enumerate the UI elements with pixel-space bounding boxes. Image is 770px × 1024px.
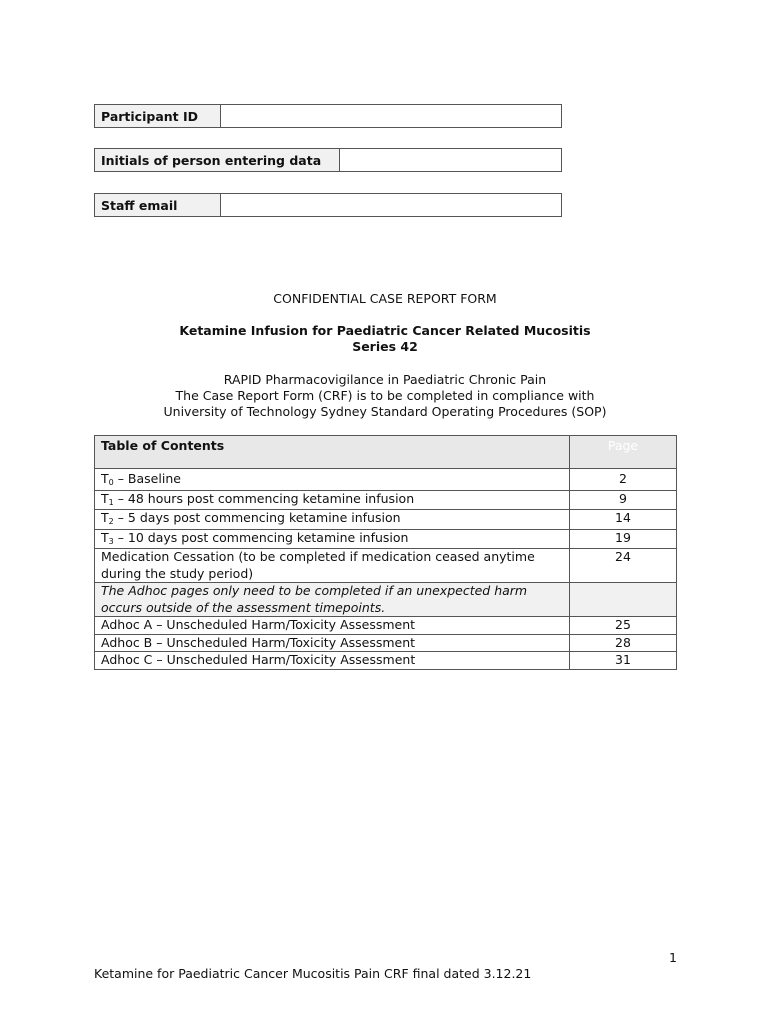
toc-entry-page: 9	[570, 490, 677, 510]
toc-entry-text: Adhoc C – Unscheduled Harm/Toxicity Assessment	[101, 652, 416, 667]
toc-entry-page	[570, 583, 677, 617]
form-title-line2: Series 42	[352, 339, 418, 354]
toc-entry-prefix: T	[101, 510, 109, 525]
description-line3: University of Technology Sydney Standard Operating Procedures (SOP)	[163, 404, 607, 419]
initials-value[interactable]	[340, 149, 562, 172]
toc-entry	[95, 549, 570, 583]
toc-entry-text: – Baseline	[113, 471, 181, 486]
toc-row	[95, 617, 677, 635]
toc-entry-page: 24	[570, 549, 677, 583]
toc-entry-page: 14	[570, 510, 677, 530]
toc-entry	[95, 617, 570, 635]
toc-row	[95, 634, 677, 652]
page-number: 1	[669, 950, 677, 965]
toc-entry-text: The Adhoc pages only need to be completed if an unexpected harm occurs outside of the assessment timepoints.	[101, 583, 528, 615]
toc-entry-page: 2	[570, 469, 677, 491]
table-of-contents	[94, 435, 677, 670]
initials-label: Initials of person entering data	[95, 149, 340, 172]
toc-entry-prefix: T	[101, 490, 109, 506]
participant-id-field	[94, 104, 562, 128]
toc-row	[95, 652, 677, 670]
toc-row	[95, 490, 677, 510]
toc-entry-subscript: 0	[108, 478, 114, 487]
toc-entry-subscript: 1	[108, 497, 114, 507]
toc-entry-prefix: T	[101, 471, 109, 486]
toc-entry-text: Adhoc B – Unscheduled Harm/Toxicity Assessment	[101, 634, 416, 650]
description-line1: RAPID Pharmacovigilance in Paediatric Chronic Pain	[223, 372, 547, 387]
toc-entry-text: Medication Cessation (to be completed if medication ceased anytime during the study period)	[101, 549, 535, 581]
description-line2: The Case Report Form (CRF) is to be completed in compliance with	[175, 388, 595, 403]
form-title-line1: Ketamine Infusion for Paediatric Cancer Related Mucositis	[179, 323, 591, 338]
staff-email-label: Staff email	[95, 194, 221, 217]
toc-entry	[95, 529, 570, 549]
toc-entry-text: – 10 days post commencing ketamine infusion	[113, 529, 409, 545]
toc-entry	[95, 490, 570, 510]
toc-entry-text: – 48 hours post commencing ketamine infusion	[113, 490, 415, 506]
toc-entry	[95, 583, 570, 617]
toc-entry-prefix: T	[101, 529, 109, 545]
toc-heading: Table of Contents	[95, 436, 570, 469]
toc-entry-text: Adhoc A – Unscheduled Harm/Toxicity Assessment	[101, 617, 416, 632]
toc-row	[95, 469, 677, 491]
toc-page-heading: Page	[570, 436, 677, 469]
toc-entry-subscript: 3	[108, 536, 114, 546]
toc-entry-page: 19	[570, 529, 677, 549]
form-title	[0, 323, 770, 355]
staff-email-field	[94, 193, 562, 217]
confidential-heading: CONFIDENTIAL CASE REPORT FORM	[273, 291, 497, 306]
toc-entry	[95, 634, 570, 652]
toc-row	[95, 529, 677, 549]
toc-row	[95, 583, 677, 617]
form-description	[0, 372, 770, 420]
participant-id-label: Participant ID	[95, 105, 221, 128]
participant-id-value[interactable]	[221, 105, 562, 128]
toc-row	[95, 510, 677, 530]
toc-entry-page: 25	[570, 617, 677, 635]
toc-entry-text: – 5 days post commencing ketamine infusion	[113, 510, 401, 525]
toc-entry-page: 31	[570, 652, 677, 670]
toc-entry-page: 28	[570, 634, 677, 652]
toc-entry	[95, 469, 570, 491]
toc-entry-subscript: 2	[108, 517, 114, 526]
staff-email-value[interactable]	[221, 194, 562, 217]
toc-entry	[95, 652, 570, 670]
toc-entry	[95, 510, 570, 530]
toc-row	[95, 549, 677, 583]
footer-text: Ketamine for Paediatric Cancer Mucositis Pain CRF final dated 3.12.21	[94, 966, 532, 981]
initials-field	[94, 148, 562, 172]
